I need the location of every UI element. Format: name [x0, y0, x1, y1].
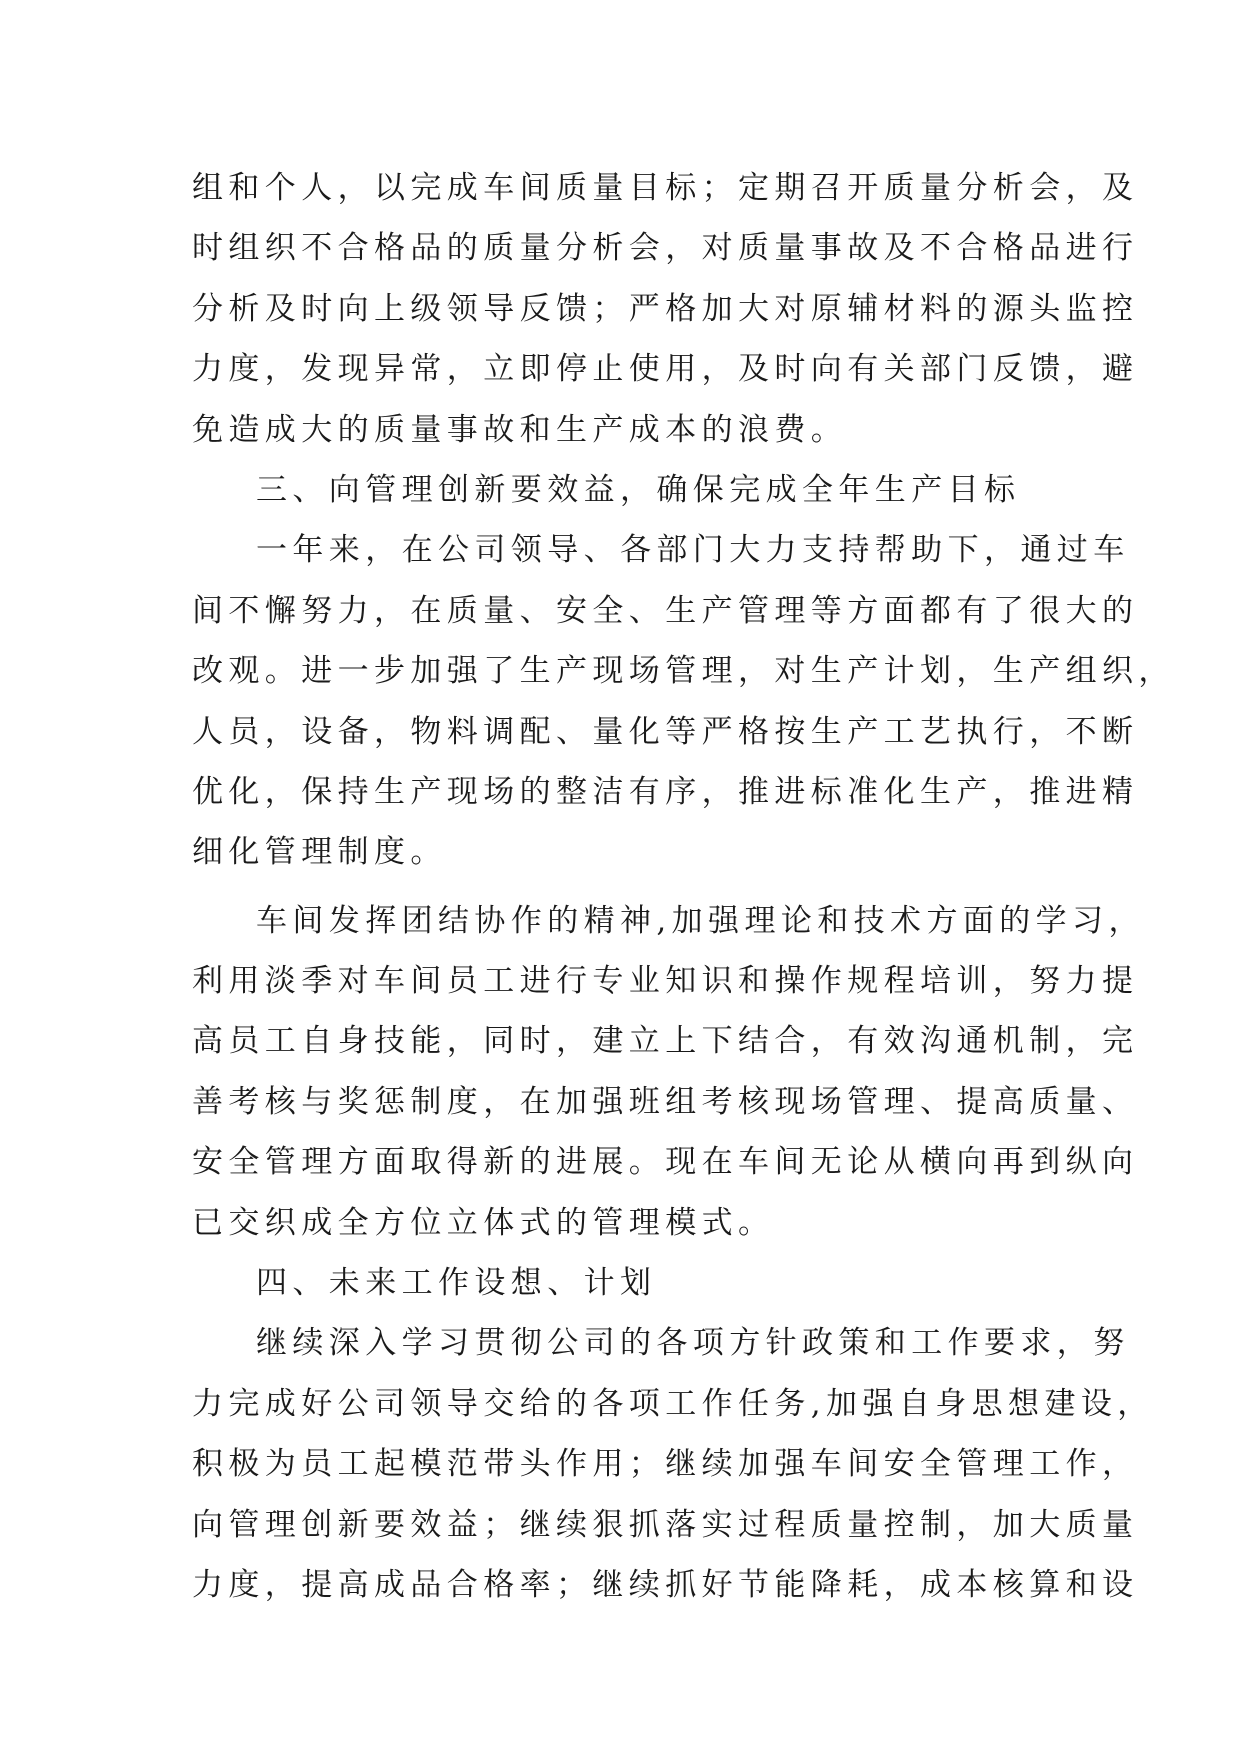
text-line: 组和个人，以完成车间质量目标；定期召开质量分析会，及	[192, 170, 1139, 206]
paragraph-first-line: 一年来，在公司领导、各部门大力支持帮助下，通过车	[256, 532, 1130, 569]
text-line: 改观。进一步加强了生产现场管理，对生产计划，生产组织，	[192, 653, 1175, 690]
paragraph-first-line: 继续深入学习贯彻公司的各项方针政策和工作要求，努	[256, 1325, 1130, 1362]
section-heading: 三、向管理创新要效益，确保完成全年生产目标	[256, 471, 1021, 508]
text-line: 细化管理制度。	[192, 834, 447, 871]
text-line: 安全管理方面取得新的进展。现在车间无论从横向再到纵向	[192, 1144, 1139, 1181]
text-line: 利用淡季对车间员工进行专业知识和操作规程培训，努力提	[192, 963, 1139, 1000]
text-line: 善考核与奖惩制度，在加强班组考核现场管理、提高质量、	[192, 1083, 1139, 1120]
text-line: 向管理创新要效益；继续狠抓落实过程质量控制，加大质量	[192, 1506, 1139, 1543]
text-line: 力度，发现异常，立即停止使用，及时向有关部门反馈，避	[192, 351, 1139, 388]
document-body	[192, 158, 1175, 1615]
text-line: 已交织成全方位立体式的管理模式。	[192, 1204, 775, 1241]
text-line: 力度，提高成品合格率；继续抓好节能降耗，成本核算和设	[192, 1566, 1139, 1603]
text-line: 优化，保持生产现场的整洁有序，推进标准化生产，推进精	[192, 773, 1139, 810]
text-line: 免造成大的质量事故和生产成本的浪费。	[192, 411, 848, 448]
text-line: 时组织不合格品的质量分析会，对质量事故及不合格品进行	[192, 230, 1139, 267]
text-line: 人员，设备，物料调配、量化等严格按生产工艺执行，不断	[192, 713, 1139, 750]
paragraph-first-line: 车间发挥团结协作的精神,加强理论和技术方面的学习，	[256, 902, 1145, 939]
section-heading: 四、未来工作设想、计划	[256, 1265, 657, 1302]
text-line: 高员工自身技能，同时，建立上下结合，有效沟通机制，完	[192, 1023, 1139, 1060]
text-line: 间不懈努力，在质量、安全、生产管理等方面都有了很大的	[192, 592, 1139, 629]
text-line: 力完成好公司领导交给的各项工作任务,加强自身思想建设，	[192, 1385, 1154, 1422]
text-line: 分析及时向上级领导反馈；严格加大对原辅材料的源头监控	[192, 290, 1139, 327]
text-line: 积极为员工起模范带头作用；继续加强车间安全管理工作，	[192, 1446, 1139, 1483]
